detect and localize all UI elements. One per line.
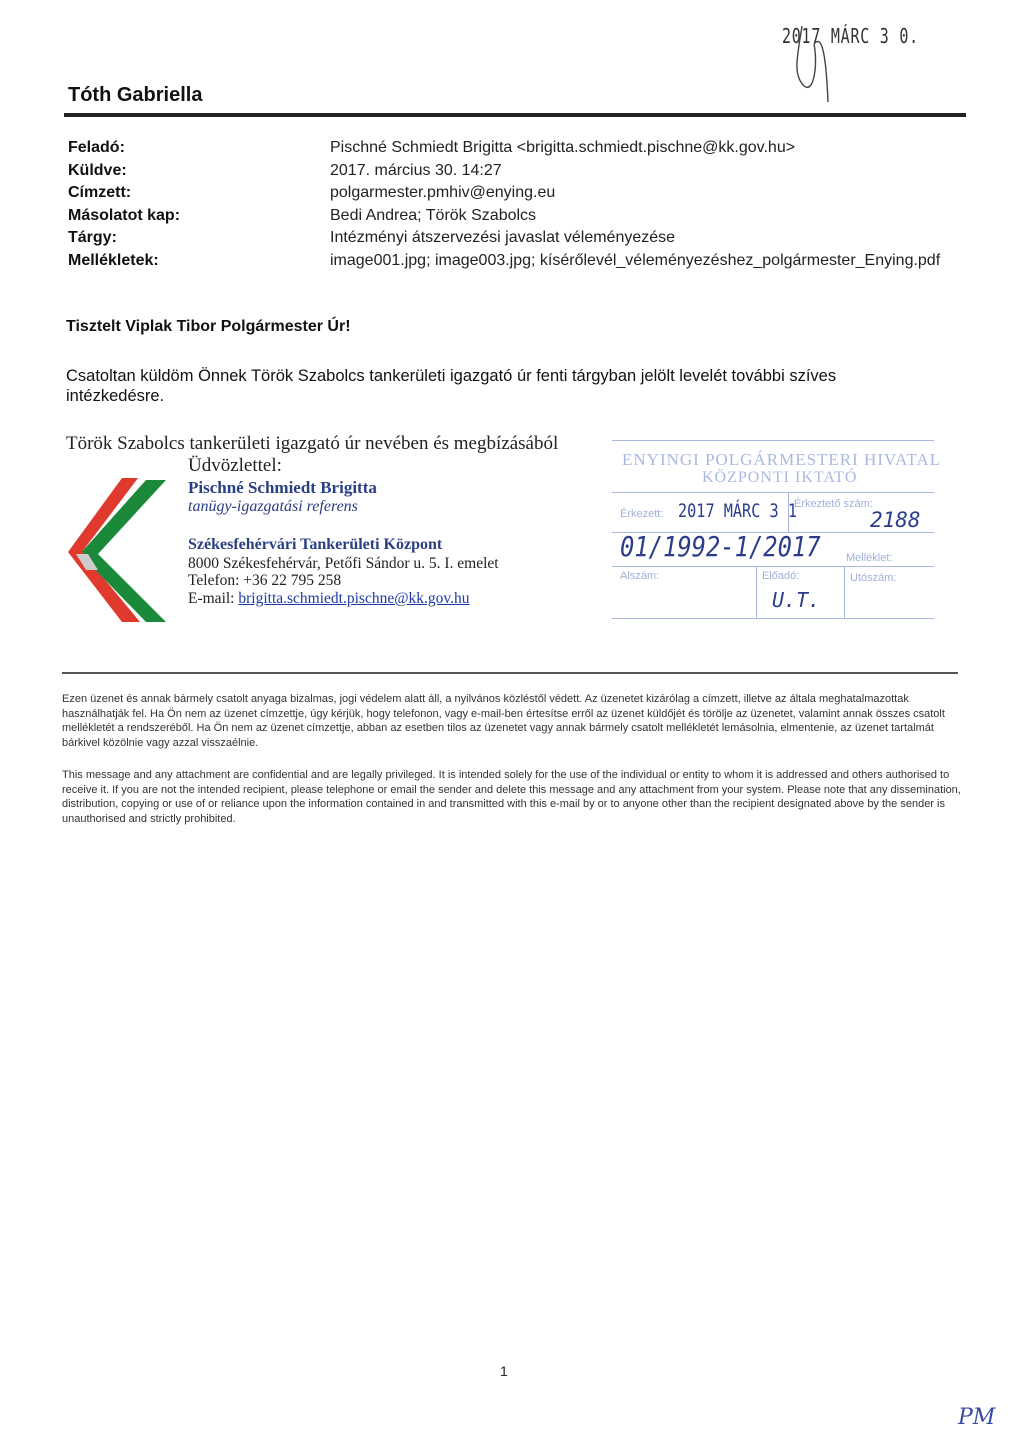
header-divider [64, 113, 966, 117]
page-number: 1 [500, 1363, 508, 1379]
signature-address: 8000 Székesfehérvár, Petőfi Sándor u. 5. I. emelet [188, 555, 499, 572]
salutation: Tisztelt Viplak Tibor Polgármester Úr! [66, 318, 351, 335]
stamp-received-label: Érkezett: [620, 508, 664, 520]
signature-intro: Török Szabolcs tankerületi igazgató úr nevében és megbízásából [66, 433, 559, 454]
disclaimer-hungarian: Ezen üzenet és annak bármely csatolt anyaga bizalmas, jogi védelem alatt áll, a nyilvános közléstől védett. Az üzenetet kizárólag a címzett, illetve az általa meghatalmazottak használhatják fel. Ha Ön nem az üzenet címzettje, úgy kérjük, hogy telefonon, vagy e-mail-ben értesítse erről az üzenet küldőjét és törölje az üzenetet, valamint annak összes csatolt mellékletét a rendszeréből. Ha Ön nem az üzenet címzettje, abban az esetben tilos az üzenetet vagy annak bármely csatolt mellékletét lemásolnia, elmentenie, az üzenet tartalmát bárkivel közölnie vagy azzal visszaélnie. [62, 693, 945, 749]
signature-email-label: E-mail: [188, 590, 239, 607]
stamp-date: 2017 MÁRC 3 0. [782, 24, 919, 48]
registry-stamp [612, 436, 942, 624]
meta-value-from: Pischné Schmiedt Brigitta <brigitta.schmiedt.pischne@kk.gov.hu> [330, 139, 796, 156]
meta-label-to: Címzett: [68, 184, 132, 201]
stamp-attachment-label: Melléklet: [846, 552, 893, 564]
signature-email-row [188, 590, 469, 608]
meta-label-cc: Másolatot kap: [68, 206, 181, 224]
handwritten-scribble-icon [774, 14, 894, 104]
received-date-stamp [774, 14, 919, 104]
email-meta-labels [68, 137, 180, 272]
stamp-office-line2: KÖZPONTI IKTATÓ [702, 469, 858, 486]
stamp-clerk-label: Előadó: [762, 570, 800, 582]
meta-value-to: polgarmester.pmhiv@enying.eu [330, 184, 556, 201]
signature-name: Pischné Schmiedt Brigitta [188, 478, 377, 497]
stamp-reg-number: 2188 [870, 508, 921, 532]
meta-label-subject: Tárgy: [68, 229, 117, 246]
email-body: Csatoltan küldöm Önnek Török Szabolcs tankerületi igazgató úr fenti tárgyban jelölt levelét további szíves intézkedésre. [66, 367, 837, 405]
meta-label-attachments: Mellékletek: [68, 251, 159, 269]
stamp-clerk: U.T. [772, 588, 821, 612]
meta-value-cc: Bedi Andrea; Török Szabolcs [330, 206, 537, 224]
signature-organization: Székesfehérvári Tankerületi Központ [188, 536, 443, 553]
stamp-reg-number-label: Érkeztető szám: [794, 498, 873, 510]
footer-divider [62, 672, 958, 674]
stamp-received-date: 2017 MÁRC 3 1 [678, 500, 797, 522]
meta-label-from: Feladó: [68, 139, 125, 156]
meta-value-subject: Intézményi átszervezési javaslat véleményezése [330, 229, 676, 246]
tankerulet-logo-icon [62, 474, 170, 624]
signature-greeting: Üdvözlettel: [188, 455, 282, 476]
meta-label-sent: Küldve: [68, 161, 127, 179]
email-meta-values [330, 137, 940, 272]
signature-title: tanügy-igazgatási referens [188, 498, 358, 515]
stamp-office-line1: ENYINGI POLGÁRMESTERI HIVATAL [622, 450, 942, 469]
mailbox-owner-name: Tóth Gabriella [68, 84, 203, 106]
disclaimer-english: This message and any attachment are confidential and are legally privileged. It is intended solely for the use of the individual or entity to whom it is addressed and others authorised to receive it. If you are not the intended recipient, please telephone or email the sender and delete this message and any attachment from your system. Please note that any dissemination, distribution, copying or use of or reliance upon the information contained in and transmitted with this e-mail by or to anyone other than the recipient designated above by the sender is unauthorised and strictly prohibited. [62, 769, 961, 825]
stamp-file-number: 01/1992-1/2017 [620, 530, 821, 563]
signature-phone: Telefon: +36 22 795 258 [188, 572, 342, 589]
handwritten-initials: PM [958, 1405, 996, 1430]
meta-value-sent: 2017. március 30. 14:27 [330, 161, 502, 179]
meta-value-attachments: image001.jpg; image003.jpg; kísérőlevél_véleményezéshez_polgármester_Enying.pdf [330, 251, 941, 269]
stamp-next-number-label: Utószám: [850, 572, 897, 584]
signature-email-link[interactable]: brigitta.schmiedt.pischne@kk.gov.hu [238, 590, 470, 607]
stamp-subnumber-label: Alszám: [620, 570, 660, 582]
